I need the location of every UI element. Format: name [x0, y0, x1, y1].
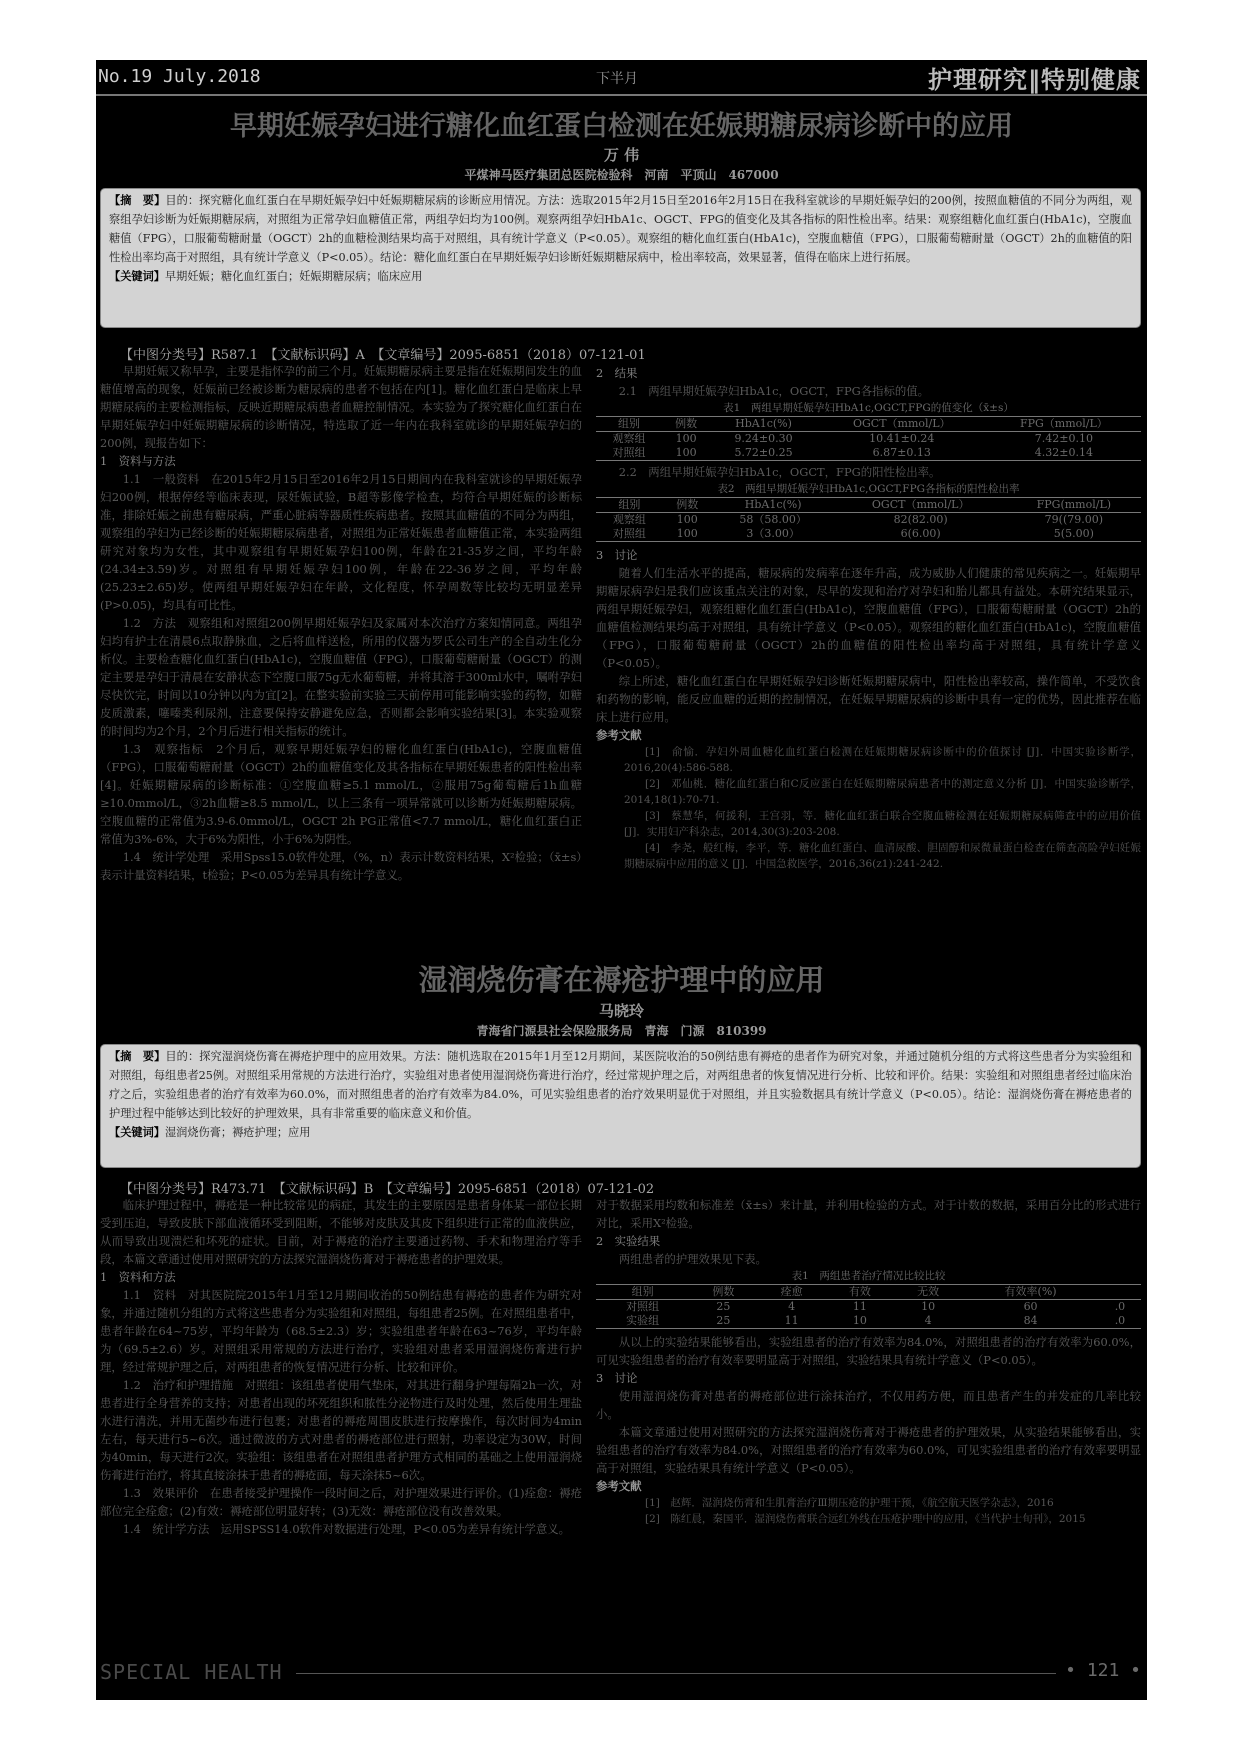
table-cell: 5(5.00)	[1007, 527, 1141, 542]
paragraph: 1.3 观察指标 2个月后，观察早期妊娠孕妇的糖化血红蛋白(HbA1c)，空腹血糖值（FPG），口服葡萄糖耐量（OGCT）2h的血糖值变化及其各指标在早期妊娠患者的阳性检出率[4]。妊娠期糖尿病的诊断标准：①空腹血糖≥5.1 mmol/L，②服用75g葡萄糖后1h血糖≥10.0mmol/L，③2h血糖≥8.5 mmol/L，以上三条有一项异常就可以诊断为妊娠期糖尿病。空腹血糖的正常值为3.9-6.0mmol/L，OGCT 2h PG正常值<7.7 mmol/L，糖化血红蛋白正常值为3%-6%，大于6%为阳性，小于6%为阴性。	[100, 742, 582, 846]
table-cell: 84	[962, 1314, 1099, 1329]
table-header-cell: 组别	[596, 1285, 689, 1300]
article2-right-column	[596, 1196, 1141, 1656]
table1-caption: 表1 两组早期妊娠孕妇HbA1c,OGCT,FPG的值变化（x̄±s）	[723, 402, 1014, 414]
article2-title: 湿润烧伤膏在褥疮护理中的应用	[418, 963, 825, 997]
table-cell: 11	[758, 1314, 826, 1329]
article2-discussion	[596, 1333, 1141, 1495]
abstract-label: 【摘 要】	[109, 1049, 166, 1063]
reference-item: [2] 邓仙桃．糖化血红蛋白和C反应蛋白在妊娠期糖尿病患者中的测定意义分析 [J]．中国实验诊断学，2014,18(1):70-71.	[624, 778, 1141, 806]
table-header-cell: HbA1c(%)	[710, 417, 817, 432]
article1-references	[596, 744, 1141, 872]
table-cell: 82(82.00)	[893, 513, 948, 526]
paragraph: 随着人们生活水平的提高，糖尿病的发病率在逐年升高，成为威胁人们健康的常见疾病之一。妊娠期早期糖尿病孕妇是我们应该重点关注的对象，尽早的发现和治疗对孕妇和胎儿都具有益处。本研究结果显示，两组早期妊娠孕妇，观察组糖化血红蛋白(HbA1c)，空腹血糖值（FPG），口服葡萄糖耐量（OGCT）2h的血糖值检测结果均高于对照组，具有统计学意义（P<0.05）。观察组的糖化血红蛋白(HbA1c)，空腹血糖值（FPG），口服葡萄糖耐量（OGCT）2h的血糖值的阳性检出率均高于对照组，具有统计学意义（P<0.05）。	[596, 566, 1141, 670]
section-heading: 参考文献	[596, 1479, 642, 1493]
table3	[596, 1284, 1141, 1329]
article1-keywords-text: 早期妊娠；糖化血红蛋白；妊娠期糖尿病；临床应用	[164, 270, 423, 283]
paragraph: 1.1 资料 对其医院院2015年1月至12月期间收治的50例结患有褥疮的患者作为研究对象，并通过随机分组的方式将这些患者分为实验组和对照组，每组患者25例。在对照组患者中，患者年龄在64~75岁，平均年龄为（68.5±2.3）岁；实验组患者年龄在63~76岁，平均年龄为（69.5±2.6）岁。对照组采用常规的方法进行治疗，实验组对患者采用湿润烧伤膏进行护理，经过常规护理之后，对两组患者的恢复情况进行分析、比较和评价。	[100, 1288, 582, 1374]
article1-author: 万 伟	[603, 146, 640, 164]
paragraph: 本篇文章通过使用对照研究的方法探究湿润烧伤膏对于褥疮患者的护理效果，从实验结果能够看出，实验组患者的治疗有效率为84.0%，对照组患者的治疗有效率为60.0%，可见实验组患者的治疗有效率要明显高于对照组，实验结果具有统计学意义（P<0.05）。	[596, 1425, 1141, 1475]
table-cell: 100	[662, 446, 710, 461]
table-cell: 观察组	[612, 432, 646, 445]
table-cell: 对照组	[596, 446, 662, 461]
article2-left-column	[100, 1196, 582, 1656]
table-cell: 3（3.00）	[712, 527, 835, 542]
table-cell: 6(6.00)	[835, 527, 1007, 542]
paragraph: 1.2 方法 观察组和对照组200例早期妊娠孕妇及家属对本次治疗方案知情同意。两组孕妇均有护士在清晨6点取静脉血，之后将血样送检，所用的仪器为罗氏公司生产的全自动生化分析仪。主要检查糖化血红蛋白(HbA1c)，空腹血糖值（FPG），口服葡萄糖耐量（OGCT）的测定主要是孕妇于清晨在安静状态下空腹口服75g无水葡萄糖，并将其溶于300ml水中，嘱咐孕妇尽快饮完，时间以10分钟以内为宜[2]。在整实验前实验三天前停用可能影响实验的药物，如糖皮质激素，噻嗪类利尿剂，注意要保持安静避免应急，否则都会影响实验结果[3]。本实验观察的时间均为2个月，2个月后进行相关指标的统计。	[100, 616, 582, 738]
results-sub2: 2.2 两组早期妊娠孕妇HbA1c，OGCT，FPG的阳性检出率。	[618, 465, 941, 479]
table-cell: 100	[663, 527, 712, 542]
paragraph: 对于数据采用均数和标准差（x̄±s）来计量，并利用t检验的方式。对于计数的数据，采用百分比的形式进行对比，采用X²检验。	[596, 1198, 1141, 1230]
paragraph: 两组患者的护理效果见下表。	[618, 1252, 767, 1266]
article2-abstract-box	[100, 1044, 1141, 1168]
footer-rule	[296, 1673, 1056, 1674]
abstract-label: 【摘 要】	[109, 193, 166, 207]
table-cell: 58（58.00）	[739, 513, 807, 526]
table-header-cell: 组别	[596, 417, 662, 432]
paragraph: 使用湿润烧伤膏对患者的褥疮部位进行涂抹治疗，不仅用药方便，而且患者产生的并发症的几率比较小。	[596, 1389, 1141, 1421]
table-cell: 100	[676, 513, 698, 526]
article2-classification: 【中图分类号】R473.71 【文献标识码】B 【文章编号】2095-6851（2018）07-121-02	[120, 1182, 655, 1197]
article1-abstract-text: 目的：探究糖化血红蛋白在早期妊娠孕妇中妊娠期糖尿病的诊断应用情况。方法：选取2015年2月15日至2016年2月15日在我科室就诊的早期妊娠孕妇的200例，按照血糖值的不同分为两组，观察组孕妇诊断为妊娠期糖尿病，对照组为正常孕妇血糖值正常，两组孕妇均为100例。观察两组孕妇HbA1c、OGCT、FPG的值变化及其各指标的阳性检出率。结果：观察组糖化血红蛋白(HbA1c)，空腹血糖值（FPG），口服葡萄糖耐量（OGCT）2h的血糖检测结果均高于对照组，具有统计学意义（P<0.05）。观察组的糖化血红蛋白(HbA1c)，空腹血糖值（FPG），口服葡萄糖耐量（OGCT）2h的血糖值的阳性检出率均高于对照组，具有统计学意义（P<0.05）。结论：糖化血红蛋白在早期妊娠孕妇诊断妊娠期糖尿病中，检出率较高，效果显著，值得在临床上进行拓展。	[109, 194, 1132, 264]
table-header-cell	[1099, 1285, 1141, 1300]
paragraph: 临床护理过程中，褥疮是一种比较常见的病症，其发生的主要原因是患者身体某一部位长期受到压迫，导致皮肤下部血液循环受到阻断，不能够对皮肤及其皮下组织进行正常的血液供应，从而导致出现溃烂和坏死的症状。目前，对于褥疮的治疗主要通过药物、手术和物理治疗等手段，本篇文章通过使用对照研究的方法探究湿润烧伤膏对于褥疮患者的护理效果。	[100, 1198, 582, 1266]
table-cell: 5.72±0.25	[710, 446, 817, 461]
section-heading: 1 资料与方法	[100, 454, 176, 468]
table-cell: 10	[826, 1314, 894, 1329]
reference-item: [2] 陈红晨，秦国平．湿润烧伤膏联合远红外线在压疮护理中的应用，《当代护士旬刊》，2015	[645, 1513, 1086, 1525]
table-header-row	[596, 498, 1141, 513]
reference-item: [1] 俞愉．孕妇外周血糖化血红蛋白检测在妊娠期糖尿病诊断中的价值探讨 [J]．中国实验诊断学，2016,20(4):586-588.	[624, 746, 1141, 774]
article1-classification: 【中图分类号】R587.1 【文献标识码】A 【文章编号】2095-6851（2018）07-121-01	[120, 348, 646, 363]
table-cell: 10.41±0.24	[869, 432, 935, 445]
keywords-label: 【关键词】	[109, 269, 165, 283]
table-header-row	[596, 1285, 1141, 1300]
article2-affiliation: 青海省门源县社会保险服务局 青海 门源 810399	[476, 1024, 767, 1038]
table-header-row	[596, 417, 1141, 432]
table-cell: 实验组	[596, 1314, 689, 1329]
table-header-cell: FPG（mmol/L）	[987, 417, 1141, 432]
table-row	[596, 446, 1141, 461]
table-row	[596, 1300, 1141, 1315]
paragraph: 综上所述，糖化血红蛋白在早期妊娠孕妇诊断妊娠期糖尿病中，阳性检出率较高，操作简单，不受饮食和药物的影响，能反应血糖的近期的控制情况，在妊娠早期糖尿病的诊断中具有一定的优势，因此推荐在临床上进行应用。	[596, 674, 1141, 724]
table-cell: 11	[852, 1300, 867, 1313]
table-header-cell: 痊愈	[758, 1285, 826, 1300]
half-month-label: 下半月	[596, 71, 638, 87]
table-row	[596, 513, 1141, 528]
journal-column-title: 护理研究‖特别健康	[928, 66, 1141, 94]
table-cell: 6.87±0.13	[817, 446, 987, 461]
table-cell: 对照组	[626, 1300, 660, 1313]
table-row	[596, 1314, 1141, 1329]
table-header-cell: 例数	[663, 498, 712, 513]
article1-discussion	[596, 546, 1141, 744]
header-rule	[96, 94, 1147, 96]
article1-affiliation: 平煤神马医疗集团总医院检验科 河南 平顶山 467000	[464, 168, 779, 182]
table-cell: 10	[921, 1300, 936, 1313]
article1-right-column	[596, 364, 1141, 872]
table-cell: 9.24±0.30	[734, 432, 793, 445]
reference-item: [1] 赵辉．湿润烧伤膏和生肌膏治疗Ⅲ期压疮的护理干预，《航空航天医学杂志》，2016	[645, 1497, 1054, 1509]
table-header-cell: OGCT（mmol/L）	[817, 417, 987, 432]
table-cell: 观察组	[612, 513, 646, 526]
table-cell: 100	[675, 432, 697, 445]
table-cell: 79((79.00)	[1044, 513, 1104, 526]
table-header-cell: 无效	[894, 1285, 962, 1300]
table-cell: 60	[1023, 1300, 1038, 1313]
article2-author: 马晓玲	[598, 1002, 644, 1020]
table-header-cell: FPG(mmol/L)	[1007, 498, 1141, 513]
paragraph: 早期妊娠又称早孕，主要是指怀孕的前三个月。妊娠期糖尿病主要是指在妊娠期间发生的血糖值增高的现象，妊娠前已经被诊断为糖尿病的患者不包括在内[1]。糖化血红蛋白是临床上早期糖尿病的主要检测指标，反映近期糖尿病患者血糖控制情况。本实验为了探究糖化血红蛋白在早期妊娠孕妇中妊娠期糖尿病的诊断情况，特选取了近一年内在我科室就诊的早期妊娠孕妇的200例，现报告如下：	[100, 364, 582, 450]
section-heading: 2 实验结果	[596, 1234, 661, 1248]
paragraph: 1.4 统计学方法 运用SPSS14.0软件对数据进行处理，P<0.05为差异有统计学意义。	[122, 1522, 571, 1536]
article2-abstract-text: 目的：探究湿润烧伤膏在褥疮护理中的应用效果。方法：随机选取在2015年1月至12月期间，某医院收治的50例结患有褥疮的患者作为研究对象，并通过随机分组的方式将这些患者分为实验组和对照组，每组患者25例。对照组采用常规的方法进行治疗，实验组对患者使用湿润烧伤膏进行治疗，经过常规护理之后，对两组患者的恢复情况进行分析、比较和评价。结果：实验组和对照组患者经过临床治疗之后，实验组患者的治疗有效率为60.0%，而对照组患者的治疗有效率为84.0%，可见实验组患者的治疗效果明显优于对照组，并且实验数据具有统计学意义（P<0.05）。结论：湿润烧伤膏在褥疮患者的护理过程中能够达到比较好的护理效果，具有非常重要的临床意义和价值。	[109, 1050, 1132, 1120]
reference-item: [3] 蔡慧华，何援利，王宫羽，等．糖化血红蛋白联合空腹血糖检测在妊娠期糖尿病筛查中的应用价值 [J]．实用妇产科杂志，2014,30(3):203-208.	[624, 810, 1141, 838]
table-row	[596, 432, 1141, 447]
table-cell: 4.32±0.14	[987, 446, 1141, 461]
journal-page	[96, 60, 1147, 1700]
article1-keywords	[109, 267, 1132, 286]
table2	[596, 497, 1141, 542]
table3-caption: 表1 两组患者治疗情况比较比较	[791, 1270, 946, 1282]
article1-abstract-box	[100, 188, 1141, 328]
table-header-cell: 有效	[826, 1285, 894, 1300]
table2-caption: 表2 两组早期妊娠孕妇HbA1c,OGCT,FPG各指标的阳性检出率	[717, 483, 1020, 495]
paragraph: 从以上的实验结果能够看出，实验组患者的治疗有效率为84.0%，对照组患者的治疗有效率为60.0%，可见实验组患者的治疗有效率要明显高于对照组，实验结果具有统计学意义（P<0.05）。	[596, 1335, 1141, 1367]
table1	[596, 416, 1141, 461]
article2-right-top	[596, 1196, 1141, 1268]
paragraph: 1.4 统计学处理 采用Spss15.0软件处理，（%，n）表示计数资料结果，X²检验；（x̄±s）表示计量资料结果，t检验；P<0.05为差异具有统计学意义。	[100, 850, 582, 882]
reference-item: [4] 李尧，般红梅，李平，等．糖化血红蛋白、血清尿酸、胆固醇和尿微量蛋白检查在筛查高险孕妇妊娠期糖尿病中应用的意义 [J]．中国急救医学，2016,36(z1):241-242.	[624, 842, 1141, 870]
table-header-cell: 组别	[596, 498, 663, 513]
section-heading: 3 讨论	[596, 1371, 638, 1385]
table-header-cell: 有效率(%)	[962, 1285, 1099, 1300]
table-header-cell: HbA1c(%)	[712, 498, 835, 513]
results-heading: 2 结果	[596, 366, 638, 380]
page-number: • 121 •	[1065, 1660, 1141, 1681]
table-cell: .0	[1114, 1300, 1126, 1313]
article2-references	[596, 1495, 1141, 1527]
table-cell: 25	[716, 1300, 731, 1313]
keywords-label: 【关键词】	[109, 1125, 165, 1139]
section-heading: 1 资料和方法	[100, 1270, 176, 1284]
paragraph: 1.3 效果评价 在患者接受护理操作一段时间之后，对护理效果进行评价。(1)痊愈：褥疮部位完全痊愈；(2)有效：褥疮部位明显好转；(3)无效：褥疮部位没有改善效果。	[100, 1486, 582, 1518]
table-cell: 25	[689, 1314, 757, 1329]
table-cell: .0	[1099, 1314, 1141, 1329]
paragraph: 1.2 治疗和护理措施 对照组：该组患者使用气垫床，对其进行翻身护理每隔2h一次，对患者进行全身营养的支持；对患者出现的坏死组织和脓性分泌物进行及时处理，然后使用生理盐水进行清洗，并用无菌纱布进行包裹；对患者的褥疮周围皮肤进行按摩操作，每次时间为4min左右，每天进行5~6次。通过微波的方式对患者的褥疮部位进行照射，功率设定为30W，时间为40min，每天进行2次。实验组：该组患者在对照组患者护理方式相同的基础之上使用湿润烧伤膏进行治疗，将其直接涂抹于患者的褥疮面，每天涂抹5~6次。	[100, 1378, 582, 1482]
paragraph: 1.1 一般资料 在2015年2月15日至2016年2月15日期间内在我科室就诊的早期妊娠孕妇200例，根据停经等临床表现，尿妊娠试验，B超等影像学检查，均符合早期妊娠的诊断标准，排除妊娠之前患有糖尿病，严重心脏病等器质性疾病患者。按照其血糖值的不同分为两组，观察组的孕妇为已经诊断的妊娠期糖尿病患者，对照组为正常妊娠患者血糖值正常，本实验两组研究对象均为女性，其中观察组有早期妊娠孕妇100例，年龄在21-35岁之间，平均年龄(24.34±3.59)岁。对照组有早期妊娠孕妇100例，年龄在22-36岁之间，平均年龄(25.23±2.65)岁。使两组早期妊娠孕妇在年龄，文化程度，怀孕周数等比较均无明显差异(P>0.05)，均具有可比性。	[100, 472, 582, 612]
table-header-cell: OGCT（mmol/L）	[835, 498, 1007, 513]
article2-keywords-text: 湿润烧伤膏；褥疮护理；应用	[164, 1126, 311, 1139]
article2-keywords	[109, 1123, 1132, 1142]
table-header-cell: 例数	[662, 417, 710, 432]
table-row	[596, 527, 1141, 542]
footer-journal-name: SPECIAL HEALTH	[100, 1660, 283, 1684]
table-cell: 4	[894, 1314, 962, 1329]
results-sub1: 2.1 两组早期妊娠孕妇HbA1c，OGCT，FPG各指标的值。	[618, 384, 930, 398]
table-cell: 4	[788, 1300, 796, 1313]
article1-left-column	[100, 362, 582, 952]
table-cell: 7.42±0.10	[1034, 432, 1093, 445]
article1-title: 早期妊娠孕妇进行糖化血红蛋白检测在妊娠期糖尿病诊断中的应用	[230, 111, 1013, 142]
table-cell: 对照组	[596, 527, 663, 542]
issue-number: No.19 July.2018	[98, 66, 261, 87]
section-heading: 3 讨论	[596, 548, 638, 562]
table-header-cell: 例数	[689, 1285, 757, 1300]
section-heading: 参考文献	[596, 728, 642, 742]
